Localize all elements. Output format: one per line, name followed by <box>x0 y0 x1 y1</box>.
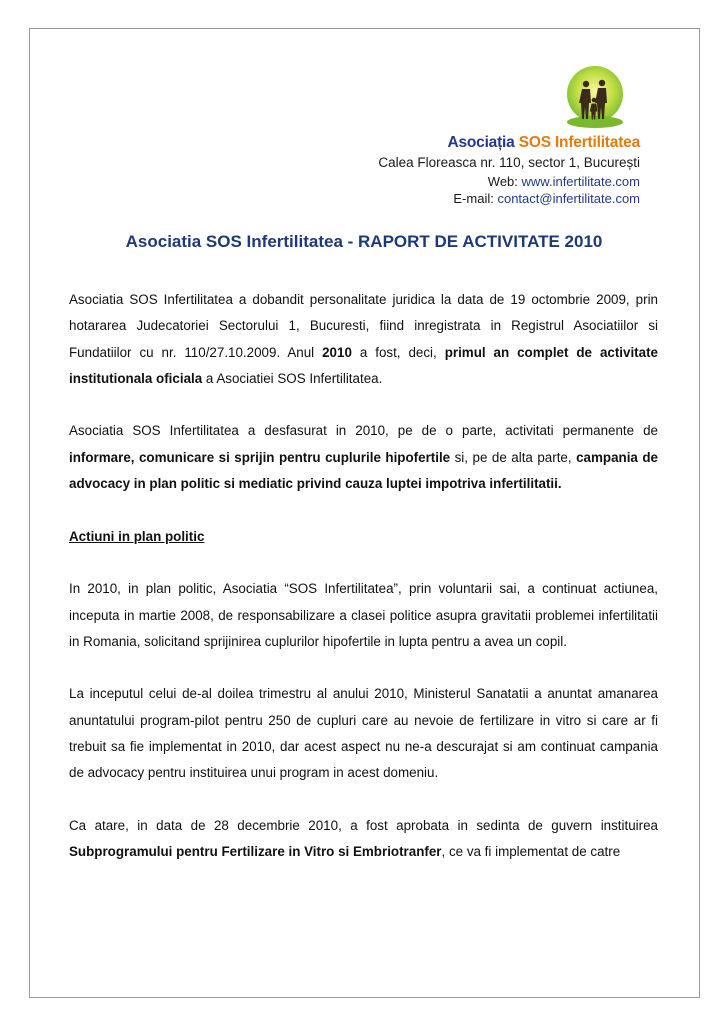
web-link[interactable]: www.infertilitate.com <box>521 174 640 189</box>
web-label: Web: <box>487 174 518 189</box>
document-title: Asociatia SOS Infertilitatea - RAPORT DE ACTIVITATE 2010 <box>125 232 603 251</box>
p1-bold-1: 2010 <box>322 344 352 360</box>
paragraph-4: La inceputul celui de-al doilea trimestru al anului 2010, Ministerul Sanatatii a anuntat amanarea anuntatului program-pilot pentru 250 de cupluri care au nevoie de fertilizare in vitro si care ar fi trebuit sa fie implementat in 2010, dar acest aspect nu ne-a descurajat si am continuat campania de advocacy pentru instituirea unui program in acest domeniu. <box>69 686 658 781</box>
p5-bold-1: Subprogramului pentru Fertilizare in Vitro si Embriotranfer <box>69 844 442 860</box>
paragraph-2 <box>69 418 658 497</box>
paragraph-3: In 2010, in plan politic, Asociatia “SOS Infertilitatea”, prin voluntarii sai, a continuat actiunea, inceputa in martie 2008, de responsabilizare a clasei politice asupra gravitatii problemei infertilitatii in Romania, solicitand sprijinirea cuplurilor hipofertile in lupta pentru a avea un copil. <box>69 581 658 649</box>
p2-text-1: Asociatia SOS Infertilitatea a desfasurat in 2010, pe de o parte, activitati permanente de <box>69 423 658 439</box>
p1-bold-2: primul an complet de activitate institutionala oficiala <box>69 344 658 386</box>
website <box>488 174 640 189</box>
org-name-part2: SOS Infertilitatea <box>518 134 640 151</box>
p2-bold-1: informare, comunicare si sprijin pentru cuplurile hipofertile <box>69 449 451 465</box>
p1-text-3: a Asociatiei SOS Infertilitatea. <box>202 370 383 386</box>
paragraph-5 <box>69 813 658 866</box>
paragraph-1 <box>69 287 658 392</box>
email-link[interactable]: contact@infertilitate.com <box>497 191 640 206</box>
p5-text-2: , ce va fi implementat de catre <box>441 844 621 860</box>
email-label: E-mail: <box>453 191 494 206</box>
p2-text-2: si, pe de alta parte, <box>450 449 577 465</box>
section-heading-political: Actiuni in plan politic <box>69 528 205 544</box>
p2-bold-2: campania de advocacy in plan politic si mediatic privind cauza luptei impotriva infertilitatii. <box>69 449 658 492</box>
p5-text-1: Ca atare, in data de 28 decembrie 2010, a fost aprobata in sedinta de guvern instituirea <box>69 817 658 833</box>
address: Calea Floreasca nr. 110, sector 1, București <box>378 155 640 170</box>
org-name-part1: Asociația <box>447 134 515 151</box>
family-silhouette-sun-logo-icon <box>562 64 628 130</box>
letterhead <box>340 64 640 204</box>
organization-name <box>447 134 640 152</box>
p1-text-1: Asociatia SOS Infertilitatea a dobandit personalitate juridica la data de 19 octombrie 2009, prin hotararea Judecatoriei Sectorului 1, Bucuresti, fiind inregistrata in Registrul Asociatiilor si Fundatiilor cu nr. 110/27.10.2009. Anul <box>69 292 658 360</box>
p1-text-2: a fost, deci, <box>351 344 445 360</box>
document-body <box>69 287 658 866</box>
email <box>453 191 640 206</box>
